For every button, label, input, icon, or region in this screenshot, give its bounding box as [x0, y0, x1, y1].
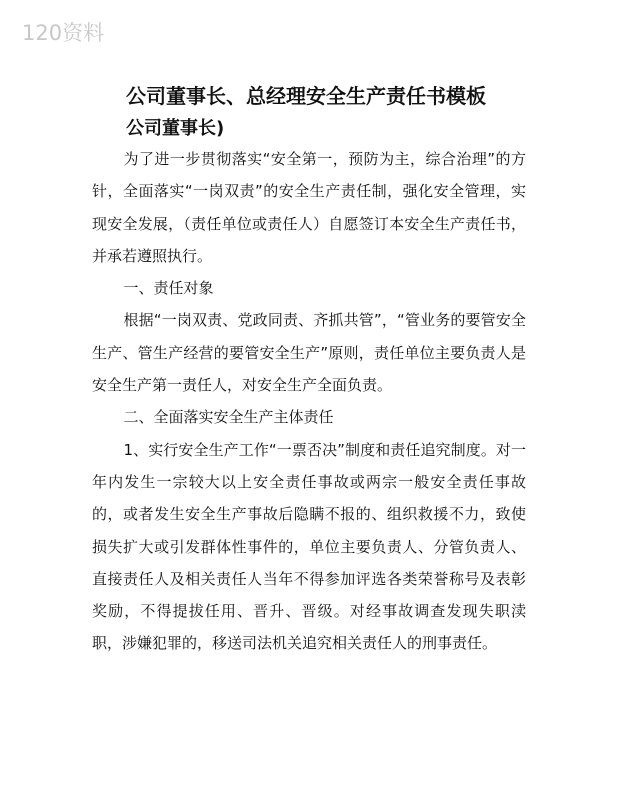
paragraph-intro: 为了进一步贯彻落实“安全第一，预防为主，综合治理”的方针，全面落实“一岗双责”的安全生产责任制，强化安全管理，实现安全发展，（责任单位或责任人）自愿签订本安全生产责任书，并承若遵照执行。 — [92, 150, 526, 265]
paragraph-veto-system: 1、实行安全生产工作“一票否决”制度和责任追究制度。对一年内发生一宗较大以上安全责任事故或两宗一般安全责任事故的，或者发生安全生产事故后隐瞒不报的、组织救援不力，致使损失扩大或引发群体性事件的，单位主要负责人、分管负责人、直接责任人及相关责任人当年不得参加评选各类荣誉称号及表彰奖励，不得提拔任用、晋升、晋级。对经事故调查发现失职渎职，涉嫌犯罪的，移送司法机关追究相关责任人的刑事责任。 — [92, 440, 526, 653]
section-heading-responsibility-target: 一、责任对象 — [123, 279, 214, 298]
document-body — [92, 143, 526, 660]
document-subtitle: 公司董事长) — [126, 118, 225, 139]
section-heading-main-responsibility: 二、全面落实安全生产主体责任 — [123, 408, 334, 427]
document-title: 公司董事长、总经理安全生产责任书模板 — [126, 84, 486, 108]
paragraph-responsibility-target: 根据“一岗双责、党政同责、齐抓共管”，“管业务的要管安全生产、管生产经营的要管安全生产”原则，责任单位主要负责人是安全生产第一责任人，对安全生产全面负责。 — [92, 311, 526, 395]
watermark: 120资料 — [22, 21, 105, 45]
